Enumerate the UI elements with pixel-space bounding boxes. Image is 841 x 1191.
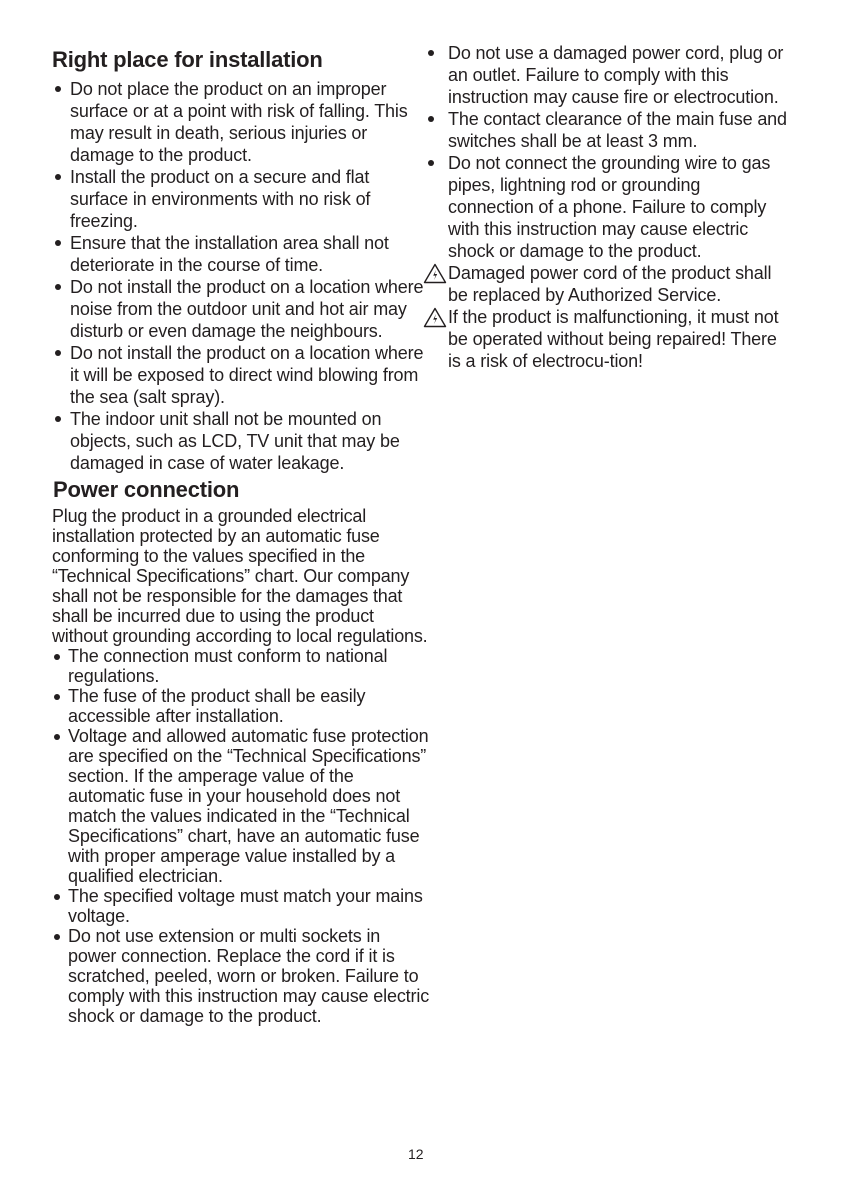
- installation-list: [52, 78, 432, 474]
- list-item: The specified voltage must match your mains voltage.: [52, 886, 432, 926]
- list-item: Ensure that the installation area shall not deteriorate in the course of time.: [52, 232, 432, 276]
- list-item: Install the product on a secure and flat surface in environments with no risk of freezing.: [52, 166, 432, 232]
- list-item: The connection must conform to national regulations.: [52, 646, 432, 686]
- electric-hazard-icon: [423, 307, 447, 328]
- right-column: [420, 42, 790, 372]
- power-intro-paragraph: Plug the product in a grounded electrical installation protected by an automatic fuse conforming to the values specified in the “Technical Specifications” chart. Our company shall not be responsible for the damages that shall be incurred due to using the product without grounding according to local regulations.: [52, 506, 428, 646]
- page-number: 12: [408, 1146, 424, 1162]
- electric-hazard-icon: [423, 263, 447, 284]
- installation-heading: Right place for installation: [52, 47, 323, 72]
- warning-text: Damaged power cord of the product shall be replaced by Authorized Service.: [448, 263, 772, 305]
- list-item: Voltage and allowed automatic fuse protection are specified on the “Technical Specifications” section. If the amperage value of the automatic fuse in your household does not match the values indicated in the “Technical Specifications” chart, have an automatic fuse with proper amperage value installed by a qualified electrician.: [52, 726, 432, 886]
- warning-note: [420, 306, 790, 372]
- list-item: The contact clearance of the main fuse and switches shall be at least 3 mm.: [420, 108, 790, 152]
- warning-text: If the product is malfunctioning, it must not be operated without being repaired! There is a risk of electrocu-tion!: [448, 307, 779, 371]
- list-item: Do not install the product on a location where noise from the outdoor unit and hot air may disturb or even damage the neighbours.: [52, 276, 432, 342]
- list-item: The fuse of the product shall be easily accessible after installation.: [52, 686, 432, 726]
- power-list: [52, 646, 432, 1026]
- warning-note: [420, 262, 790, 306]
- safety-list: [420, 42, 790, 262]
- power-connection-heading: Power connection: [53, 477, 240, 502]
- list-item: The indoor unit shall not be mounted on objects, such as LCD, TV unit that may be damaged in case of water leakage.: [52, 408, 432, 474]
- list-item: Do not use extension or multi sockets in power connection. Replace the cord if it is scratched, peeled, worn or broken. Failure to comply with this instruction may cause electric shock or damage to the product.: [52, 926, 432, 1026]
- left-column: [52, 46, 432, 1026]
- list-item: Do not connect the grounding wire to gas pipes, lightning rod or grounding connection of a phone. Failure to comply with this instruction may cause electric shock or damage to the product.: [420, 152, 790, 262]
- list-item: Do not use a damaged power cord, plug or an outlet. Failure to comply with this instruction may cause fire or electrocution.: [420, 42, 790, 108]
- list-item: Do not install the product on a location where it will be exposed to direct wind blowing from the sea (salt spray).: [52, 342, 432, 408]
- list-item: Do not place the product on an improper surface or at a point with risk of falling. This may result in death, serious injuries or damage to the product.: [52, 78, 432, 166]
